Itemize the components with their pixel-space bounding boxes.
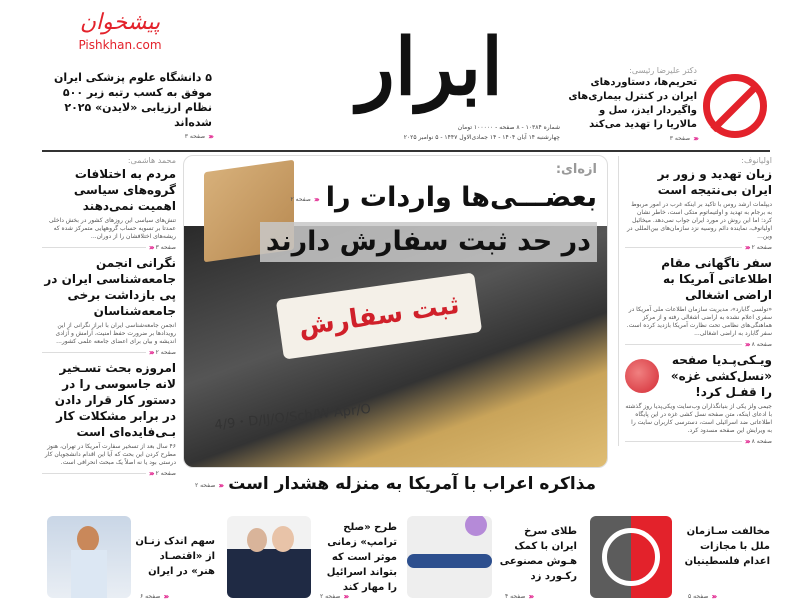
headline: امروزه بحث تسـخیر لانه جاسوسی را در دستور کار قرار دادن در برابر مشکلات کار بـی‌فایده‌ای است	[54, 361, 176, 439]
page-ref: ‹‹‹ صفحه ۲	[194, 480, 223, 490]
second-story[interactable]	[183, 472, 608, 496]
wikipedia-globe-icon	[625, 359, 659, 393]
right-column	[618, 156, 772, 446]
page-ref: ‹‹‹ صفحه ۴	[505, 592, 533, 601]
pishkhan-url: Pishkhan.com	[78, 38, 162, 52]
page-ref: ‹‹‹ صفحه ۳	[669, 134, 697, 143]
bottom-story[interactable]	[588, 516, 778, 602]
masthead-rule	[42, 150, 770, 152]
arrow-icon: ‹‹‹	[528, 592, 533, 601]
page-ref: ‹‹‹ صفحه ۲	[290, 194, 318, 204]
headline: طرح «صلح ترامپ» زمانی موثر است که بتواند اسرائیل را مهار کند	[326, 522, 397, 593]
left-column	[42, 156, 176, 478]
bottom-story[interactable]	[45, 516, 220, 602]
headline: مخالفت سـازمان ملل با مجازات اعدام فلسطینیان	[684, 526, 770, 567]
top-left-story[interactable]	[42, 70, 212, 141]
headline: تحریم‌ها، دستاوردهای ایران در کنترل بیماری‌های واگیردار ایدز، سل و مالاریا را تهدید می‌کند	[568, 77, 697, 130]
page-ref: صفحه ۲ ‹‹‹	[42, 469, 176, 478]
arrow-icon: ‹‹‹	[148, 348, 153, 357]
arrow-icon: ‹‹‹	[744, 340, 749, 349]
lead-headline-2: در حد ثبت سفارش دارند	[260, 222, 597, 262]
body: تنش‌های سیاسی این روزهای کشور در بخش داخلی عمدتا بر تسویه حساب گروههایی متمرکز شده که ریشه‌های اختلافشان را از دوران...	[48, 217, 176, 240]
story[interactable]	[625, 352, 772, 446]
headline: نگرانی انجمن جامعه‌شناسی ایران در پی بازداشت برخی جامعه‌شناسان	[44, 256, 176, 318]
masthead-logo: ابرار	[357, 22, 503, 113]
story[interactable]	[42, 360, 176, 478]
headline: سهم اندک زنـان از «اقتصـاد هنر» در ایران	[135, 536, 215, 577]
headline: مردم به اختلافات گروه‌های سیاسی اهمیت نمی‌دهند	[73, 167, 176, 213]
arrow-icon: ‹‹‹	[744, 243, 749, 252]
headline: سفر ناگهانی مقام اطلاعاتی آمریکا به اراضی اشغالی	[661, 256, 772, 302]
page-ref: ‹‹‹ صفحه ۲	[320, 592, 348, 601]
body: «تولسی گابارد»، مدیریت سازمان اطلاعات ملی آمریکا در سفری اعلام نشده به اراضی اشغالی رفته و از مرکز هماهنگی‌های نظامی تحت نظارت آمریکا بازدید کرده است. سفر گابارد به اراضی اشغالی...	[626, 306, 772, 337]
headline: مذاکره اعراب با آمریکا به منزله هشدار است	[228, 474, 597, 494]
bottom-story[interactable]	[405, 502, 580, 602]
trump-netanyahu-photo	[227, 516, 311, 598]
page-ref: صفحه ۸ ‹‹‹	[625, 340, 772, 349]
arrow-icon: ‹‹‹	[218, 480, 223, 490]
top-right-story[interactable]	[565, 66, 697, 143]
date-line: چهارشنبه ۱۴ آبان ۱۴۰۴ - ۱۴ جمادی‌الاول ۱۴۴۷ - ۵ نوامبر ۲۰۲۵	[403, 134, 560, 141]
body: دیپلمات ارشد روس با تاکید بر اینکه غرب در امور مربوط به برجام به تهدید و اولتیماتوم متکی است، خاطر نشان کرد: اما این روش در مورد ایران جواب نمی‌دهد. میخائیل اولیانوف، نماینده دائم روسیه نزد سازمان‌های بین‌المللی در وین...	[627, 201, 772, 240]
lead-headline: بعضـــی‌ها واردات را	[325, 182, 597, 213]
pishkhan-logo	[70, 8, 170, 52]
arrow-icon: ‹‹‹	[744, 437, 749, 446]
body: ۴۶ سال بعد از تسخیر سفارت آمریکا در تهران، هنوز مطرح کردن این بحث که آیا این اقدام دانشجویان کار درستی بود یا نه اصلاً یک مبحث انحرافی است.	[44, 443, 176, 466]
story[interactable]: محمد هاشمی: مردم به اختلافات گروه‌های سیاسی اهمیت نمی‌دهند تنش‌های سیاسی این روزهای کشور در بخش داخلی عمدتا بر تسویه حساب گروههایی متمرکز شده که ریشه‌های اختلافشان را از دوران... صفحه ۳ ‹‹‹	[42, 156, 176, 252]
headline: ۵ دانشگاه علوم پزشکی ایران موفق به کسب رتبه زیر ۵۰۰ نظام ارزیابی «لایدن» ۲۰۲۵ شده‌اند	[54, 71, 212, 129]
folder-caption: 4/9・D/IJ/O/Sch/W Apr/O	[213, 401, 372, 434]
anti-execution-image	[590, 516, 672, 598]
keyboard-photo	[184, 226, 608, 468]
arrow-icon: ‹‹‹	[148, 243, 153, 252]
lead-kicker: ازه‌ای:	[555, 162, 597, 177]
body: جیمی ولز یکی از بنیانگذاران وب‌سایت ویکی‌پدیا روز گذشته با ادعای اینکه، متن صفحه نسل کشی غزه در این پایگاه اطلاعاتی ضد اسرائیلی است، دسترسی کاربران سایت را به ویرایش این صفحه مسدود کرد.	[625, 403, 772, 434]
kicker: دکتر علیرضا رئیسی:	[629, 66, 697, 75]
arrow-icon: ‹‹‹	[343, 592, 348, 601]
arrow-icon: ‹‹‹	[693, 134, 697, 143]
arrow-icon: ‹‹‹	[711, 592, 716, 601]
arrow-icon: ‹‹‹	[208, 132, 212, 141]
arrow-icon: ‹‹‹	[163, 592, 168, 601]
story[interactable]: اولیانوف: زبان تهدید و زور بر ایران بی‌نتیجه است دیپلمات ارشد روس با تاکید بر اینکه غرب در امور مربوط به برجام به تهدید و اولتیماتوم متکی است، خاطر نشان کرد: اما این روش در مورد ایران جواب نمی‌دهد. میخائیل اولیانوف، نماینده دائم روسیه نزد سازمان‌های بین‌المللی در وین... صفحه ۲ ‹‹‹	[627, 156, 772, 252]
page-ref: صفحه ۸ ‹‹‹	[625, 437, 772, 446]
page-ref: ‹‹‹ صفحه ۳	[184, 132, 212, 141]
no-vaccine-icon	[703, 74, 767, 138]
lead-story[interactable]	[183, 155, 608, 468]
arrow-icon: ‹‹‹	[148, 469, 153, 478]
body: انجمن جامعه‌شناسی ایران با ابراز نگرانی از این رویدادها بر ضرورت حفظ امنیت، آرامش و آزادی اندیشه و بیان برای اعضای جامعه علمی کشور...	[55, 322, 176, 345]
folder-label: ثبت سفارش	[296, 289, 462, 343]
page-ref: صفحه ۳ ‹‹‹	[42, 243, 176, 252]
page-ref: ‹‹‹ صفحه ۵	[688, 592, 716, 601]
page-ref: ‹‹‹ صفحه ۶	[140, 592, 168, 601]
woman-portrait-photo	[47, 516, 131, 598]
page-ref: صفحه ۲ ‹‹‹	[625, 243, 772, 252]
headline: طلای سرخ ایران با کمک هـوش مصنوعی رکـورد زد	[499, 526, 577, 582]
headline: ویـکی‌پـدیا صفحه «نسل‌کشی غزه» را قفـل کرد!	[670, 353, 772, 399]
bottom-story[interactable]	[225, 516, 400, 602]
saffron-ai-image	[407, 516, 492, 598]
headline: زبان تهدید و زور بر ایران بی‌نتیجه است	[657, 167, 772, 197]
pishkhan-logo-text: پیشخوان	[79, 10, 161, 35]
page-ref: صفحه ۲ ‹‹‹	[42, 348, 176, 357]
story[interactable]	[625, 255, 772, 349]
issue-line: شماره ۱۰۳۸۴ - ۸ صفحه - ۱۰۰۰۰۰ تومان	[457, 124, 560, 131]
story[interactable]	[42, 255, 176, 357]
arrow-icon: ‹‹‹	[313, 194, 318, 204]
